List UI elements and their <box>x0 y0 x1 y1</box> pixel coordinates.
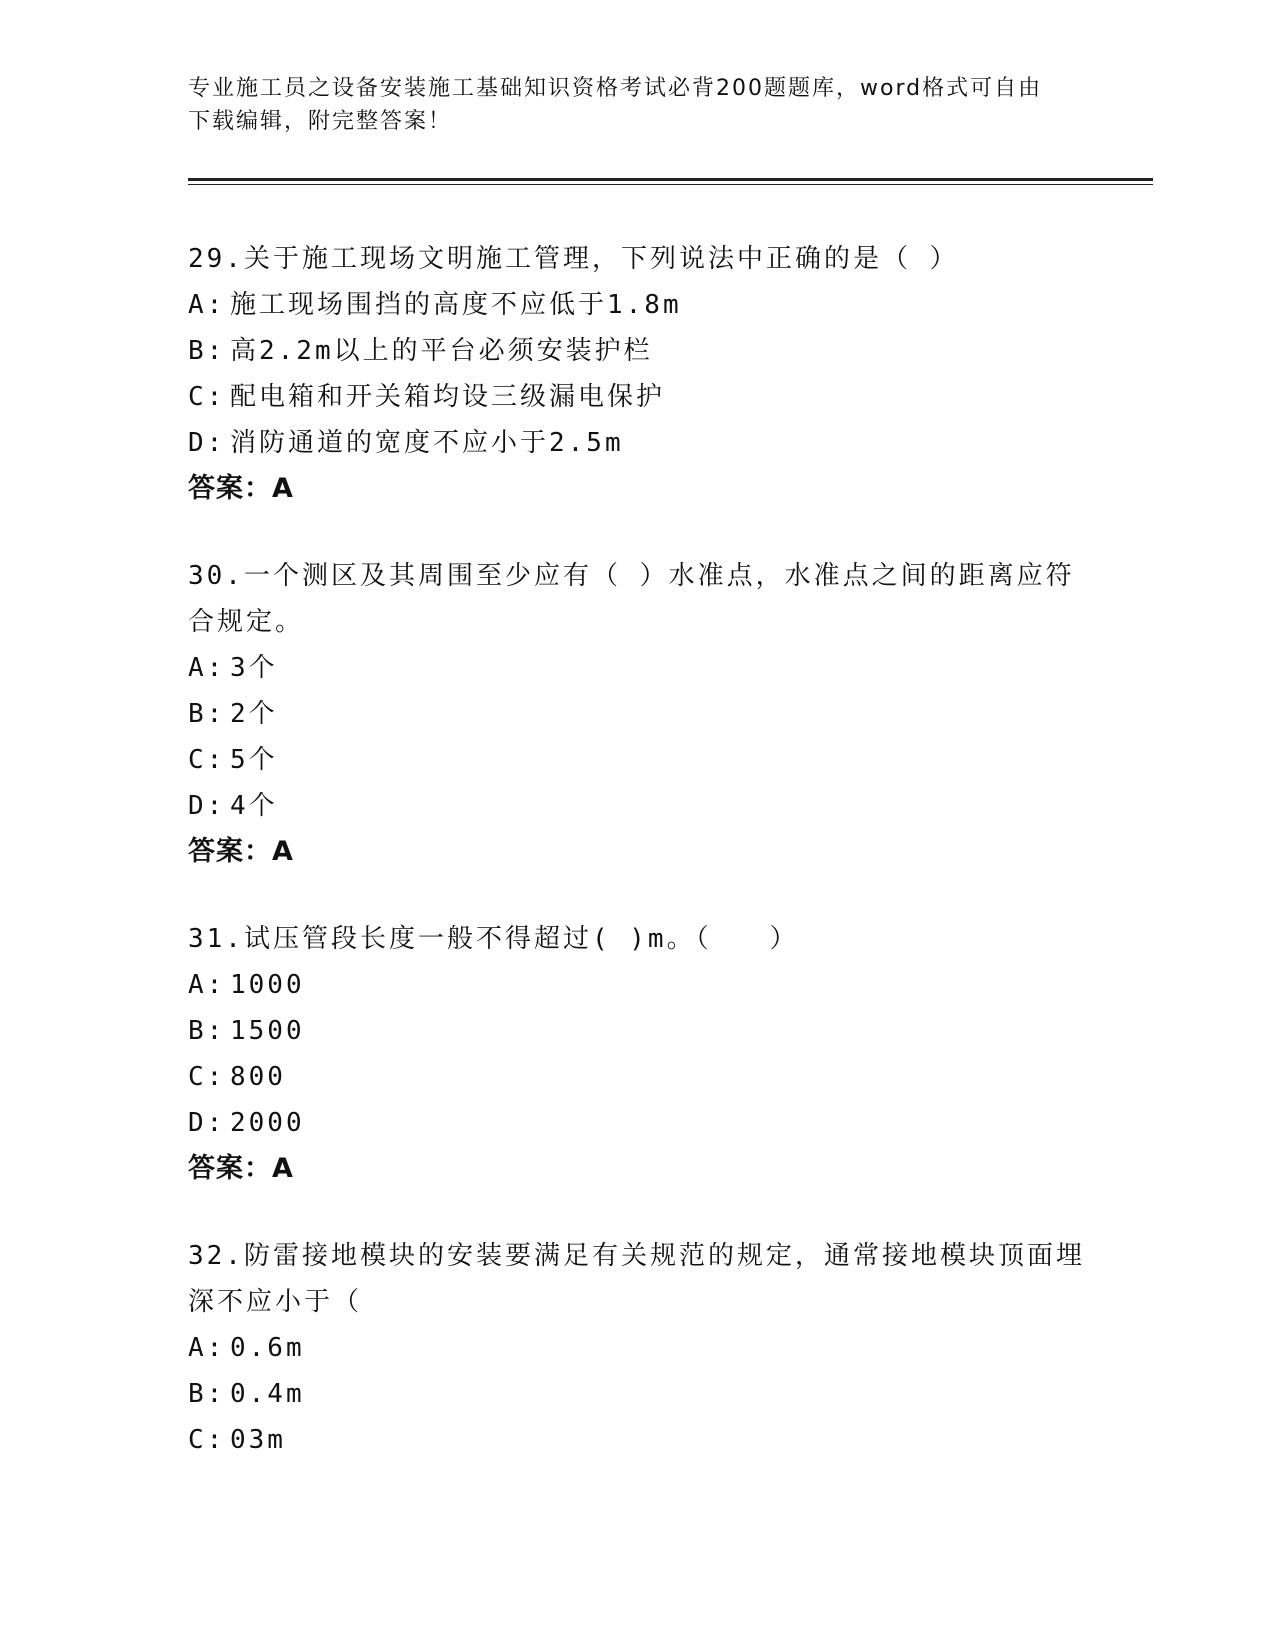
option-text: 800 <box>230 1062 286 1092</box>
option-key: B: <box>188 699 226 729</box>
option-key: C: <box>188 745 226 775</box>
document-header <box>188 72 1068 138</box>
option-text: 1000 <box>230 970 305 1000</box>
option-b <box>188 328 1088 374</box>
option-a <box>188 1325 1088 1371</box>
option-d <box>188 420 1088 466</box>
option-text: 高2.2m以上的平台必须安装护栏 <box>230 336 653 366</box>
question-stem: 32.防雷接地模块的安装要满足有关规范的规定，通常接地模块顶面埋深不应小于（ <box>188 1241 1085 1317</box>
option-key: D: <box>188 791 226 821</box>
option-c <box>188 374 1088 420</box>
option-text: 1500 <box>230 1016 305 1046</box>
answer-line: 答案：A <box>188 1153 294 1184</box>
option-d <box>188 1100 1088 1146</box>
option-key: A: <box>188 290 226 320</box>
option-key: A: <box>188 970 226 1000</box>
option-key: C: <box>188 382 226 412</box>
option-text: 施工现场围挡的高度不应低于1.8m <box>230 290 682 320</box>
document-title-line-2: 下载编辑，附完整答案！ <box>188 109 453 134</box>
question-31 <box>188 916 1088 1192</box>
option-c <box>188 1054 1088 1100</box>
question-stem: 31.试压管段长度一般不得超过( )m。（ ） <box>188 924 799 954</box>
option-key: B: <box>188 1379 226 1409</box>
option-b <box>188 1371 1088 1417</box>
answer-line: 答案：A <box>188 473 294 504</box>
option-key: A: <box>188 653 226 683</box>
option-text: 配电箱和开关箱均设三级漏电保护 <box>230 382 666 412</box>
option-text: 3个 <box>230 653 278 683</box>
option-b <box>188 691 1088 737</box>
question-stem: 30.一个测区及其周围至少应有（ ）水准点，水准点之间的距离应符合规定。 <box>188 561 1075 637</box>
option-text: 2个 <box>230 699 278 729</box>
question-32 <box>188 1233 1088 1463</box>
option-key: C: <box>188 1425 226 1455</box>
header-divider-thin <box>188 184 1153 185</box>
option-text: 消防通道的宽度不应小于2.5m <box>230 428 624 458</box>
option-c <box>188 1417 1088 1463</box>
option-a <box>188 645 1088 691</box>
document-title-line-1: 专业施工员之设备安装施工基础知识资格考试必背200题题库，word格式可自由 <box>188 76 1043 101</box>
option-key: D: <box>188 1108 226 1138</box>
option-text: 03m <box>230 1425 286 1455</box>
option-text: 5个 <box>230 745 278 775</box>
option-text: 2000 <box>230 1108 305 1138</box>
question-29 <box>188 236 1088 512</box>
option-a <box>188 282 1088 328</box>
option-a <box>188 962 1088 1008</box>
option-key: D: <box>188 428 226 458</box>
option-key: B: <box>188 336 226 366</box>
option-key: A: <box>188 1333 226 1363</box>
option-text: 0.6m <box>230 1333 305 1363</box>
option-text: 4个 <box>230 791 278 821</box>
option-d <box>188 783 1088 829</box>
option-c <box>188 737 1088 783</box>
question-stem: 29.关于施工现场文明施工管理，下列说法中正确的是（ ） <box>188 244 959 274</box>
option-text: 0.4m <box>230 1379 305 1409</box>
question-list <box>188 236 1088 1504</box>
option-key: B: <box>188 1016 226 1046</box>
question-30 <box>188 553 1088 875</box>
header-divider-thick <box>188 178 1153 181</box>
option-b <box>188 1008 1088 1054</box>
answer-line: 答案：A <box>188 836 294 867</box>
option-key: C: <box>188 1062 226 1092</box>
